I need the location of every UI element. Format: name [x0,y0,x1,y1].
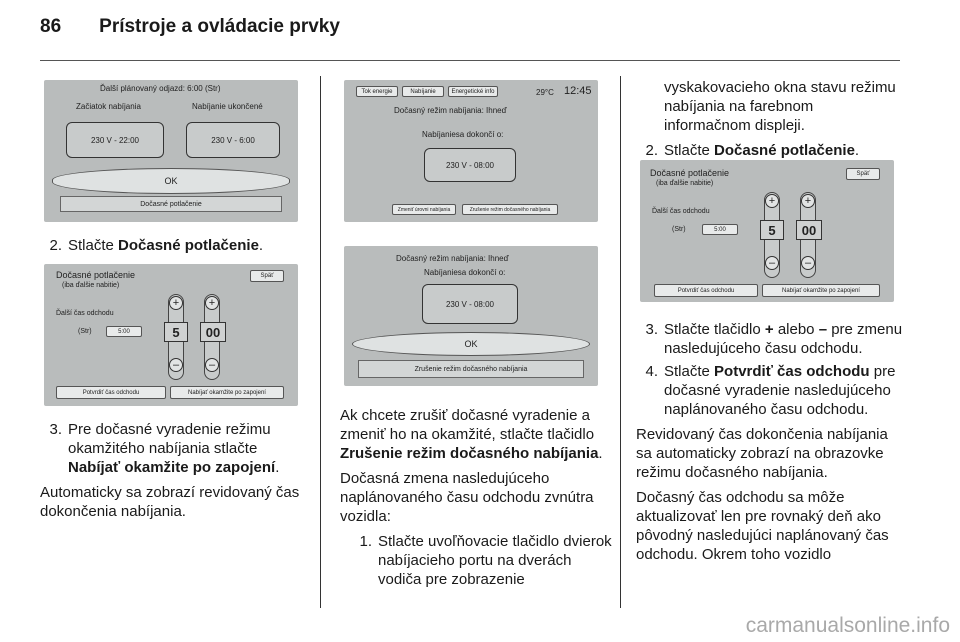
minute-minus-button[interactable]: – [205,358,219,372]
charge-immediately-button[interactable]: Nabíjať okamžite po zapojení [170,386,284,399]
cancel-temporary-button[interactable]: Zrušenie režim dočasného nabíjania [462,204,558,215]
next-departure-line: Ďalší plánovaný odjazd: 6:00 (Str) [100,84,221,93]
time-field: 5:00 [106,326,142,337]
hour-minus-button[interactable]: – [765,256,779,270]
finish-time-box: 230 V - 08:00 [422,284,518,324]
end-label: Nabíjanie ukončené [192,102,263,111]
minute-plus-button[interactable]: + [205,296,219,310]
confirm-departure-button[interactable]: Potvrdiť čas odchodu [56,386,166,399]
hour-plus-button[interactable]: + [169,296,183,310]
mode-line: Dočasný režim nabíjania: Ihneď [394,106,507,115]
col1-step2: 2. Stlačte Dočasné potlačenie. [49,237,264,254]
mode-line: Dočasný režim nabíjania: Ihneď [396,254,509,263]
override-title: Dočasné potlačenie [650,168,730,178]
watermark: carmanualsonline.info [745,614,950,637]
col2-body: Ak chcete zrušiť dočasné vyradenie a zmeniť ho na okamžité, stlačte tlačidlo Zrušenie režim dočasného nabíjania. Dočasná zmena nasledujúceho naplánovaného času odchodu zvnútra vozidla: 1. Stlačte uvoľňovacie tlačidlo dvierok nabíjacieho portu na dverách vodiča pre zobrazenie [340,407,612,588]
next-departure-label: Ďalší čas odchodu [56,310,114,317]
ok-button[interactable]: OK [52,168,290,194]
finish-label: Nabíjaniesa dokončí o: [424,268,506,277]
tab-charging[interactable]: Nabíjanie [402,86,444,97]
back-button[interactable]: Späť [250,270,284,282]
start-label: Začiatok nabíjania [76,102,141,111]
header-rule [40,60,900,61]
start-time-box[interactable]: 230 V - 22:00 [66,122,164,158]
day-label: (Str) [78,328,92,335]
tab-energy-flow[interactable]: Tok energie [356,86,398,97]
minute-digit: 00 [200,322,226,342]
minute-digit: 00 [796,220,822,240]
finish-label: Nabíjaniesa dokončí o: [422,130,504,139]
page-number: 86 [40,16,62,37]
finish-time-box: 230 V - 08:00 [424,148,516,182]
hour-digit: 5 [760,220,784,240]
col3-paragraph-1: Revidovaný čas dokončenia nabíjania sa automaticky zobrazí na obrazovke režimu dočasného nabíjania. [636,426,888,481]
ok-button[interactable]: OK [352,332,590,356]
temperature: 29°C [536,88,554,97]
col2-paragraph-2: Dočasná zmena nasledujúceho naplánovaného času odchodu zvnútra vozidla: [340,470,594,525]
screen-cancel-temporary [344,246,598,386]
hour-minus-button[interactable]: – [169,358,183,372]
col2-paragraph-1: Ak chcete zrušiť dočasné vyradenie a zmeniť ho na okamžité, stlačte tlačidlo Zrušenie režim dočasného nabíjania. [340,407,603,462]
screen-charge-schedule [44,80,298,222]
end-time-box[interactable]: 230 V - 6:00 [186,122,280,158]
clock: 12:45 [564,85,592,97]
charge-immediately-button[interactable]: Nabíjať okamžite po zapojení [762,284,880,297]
tab-energy-info[interactable]: Energetické info [448,86,498,97]
col3-paragraph-2: Dočasný čas odchodu sa môže aktualizovať len pre rovnaký deň ako pôvodný nasledujúci naplánovaný čas odchodu. Okrem toho vozidlo [636,489,889,563]
column-divider-1 [320,76,321,608]
col3-top: vyskakovacieho okna stavu režimu nabíjania na farebnom informačnom displeji. 2. Stlačte Dočasné potlačenie. [636,78,904,160]
override-subtitle: (iba ďalšie nabitie) [62,282,120,289]
screen-temporary-override-2 [640,160,894,302]
override-subtitle: (iba ďalšie nabitie) [656,180,714,187]
col3-continuation: vyskakovacieho okna stavu režimu nabíjania na farebnom informačnom displeji. [664,79,896,134]
change-level-button[interactable]: Zmeniť úrovni nabíjania [392,204,456,215]
day-label: (Str) [672,226,686,233]
col3-body: 3. Stlačte tlačidlo + alebo – pre zmenu nasledujúceho času odchodu. 4. Stlačte Potvrdiť čas odchodu pre dočasné vyradenie nasledujúceho naplánovaného času odchodu. Revidovaný čas dokončenia nabíjania sa automaticky zobrazí na obrazovke režimu dočasného nabíjania. Dočasný čas odchodu sa môže aktualizovať len pre rovnaký deň ako pôvodný nasledujúci naplánovaný čas odchodu. Okrem toho vozidlo [636,321,903,563]
back-button[interactable]: Späť [846,168,880,180]
cancel-temporary-mode-button[interactable]: Zrušenie režim dočasného nabíjania [358,360,584,378]
time-field: 5:00 [702,224,738,235]
column-divider-2 [620,76,621,608]
minute-plus-button[interactable]: + [801,194,815,208]
minute-minus-button[interactable]: – [801,256,815,270]
override-title: Dočasné potlačenie [56,270,136,280]
confirm-departure-button[interactable]: Potvrdiť čas odchodu [654,284,758,297]
temporary-override-button[interactable]: Dočasné potlačenie [60,196,282,212]
screen-temporary-charge-mode [344,80,598,222]
page-title: Prístroje a ovládacie prvky [99,16,340,37]
hour-digit: 5 [164,322,188,342]
hour-plus-button[interactable]: + [765,194,779,208]
page-header [40,16,340,38]
col1-body: 3. Pre dočasné vyradenie režimu okamžitého nabíjania stlačte Nabíjať okamžite po zapojení. Automaticky sa zobrazí revidovaný čas dokončenia nabíjania. [40,420,312,527]
screen-temporary-override [44,264,298,406]
col1-paragraph: Automaticky sa zobrazí revidovaný čas dokončenia nabíjania. [40,484,300,520]
next-departure-label: Ďalší čas odchodu [652,208,710,215]
